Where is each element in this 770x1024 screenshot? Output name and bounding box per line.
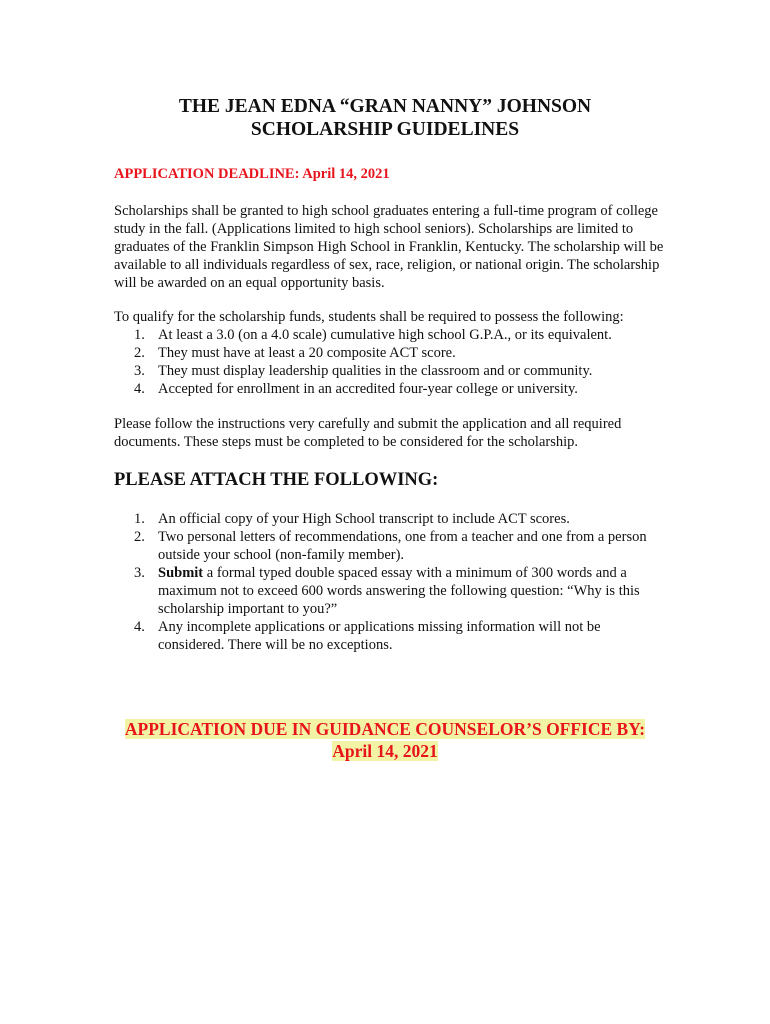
list-number: 3. — [134, 363, 145, 379]
list-item — [114, 344, 669, 362]
list-item — [114, 326, 669, 344]
list-item — [114, 362, 669, 380]
list-text: a formal typed double spaced essay with a minimum of 300 words and a maximum not to exceed 600 words answering the following question: “Why is this scholarship important to you?” — [158, 565, 640, 617]
list-text: Accepted for enrollment in an accredited four-year college or university. — [158, 381, 578, 397]
list-number: 3. — [134, 565, 145, 581]
list-number: 1. — [134, 511, 145, 527]
qualify-section — [114, 308, 669, 398]
list-text: Any incomplete applications or applications missing information will not be considered. There will be no exceptions. — [158, 619, 601, 653]
due-line-2: April 14, 2021 — [332, 741, 438, 761]
list-item — [114, 510, 659, 528]
list-number: 2. — [134, 529, 145, 545]
list-number: 2. — [134, 345, 145, 361]
document-title — [0, 95, 770, 141]
list-item — [114, 564, 659, 618]
list-text: At least a 3.0 (on a 4.0 scale) cumulative high school G.P.A., or its equivalent. — [158, 327, 612, 343]
list-number: 4. — [134, 619, 145, 635]
application-deadline: APPLICATION DEADLINE: April 14, 2021 — [114, 166, 390, 182]
attach-heading: PLEASE ATTACH THE FOLLOWING: — [114, 470, 439, 490]
list-text: They must have at least a 20 composite ACT score. — [158, 345, 456, 361]
list-text: They must display leadership qualities in the classroom and or community. — [158, 363, 593, 379]
list-bold-lead: Submit — [158, 565, 204, 581]
title-line-2: SCHOLARSHIP GUIDELINES — [250, 119, 520, 140]
due-notice — [0, 718, 770, 762]
due-line-1: APPLICATION DUE IN GUIDANCE COUNSELOR’S OFFICE BY: — [124, 719, 646, 739]
attach-section — [114, 510, 659, 654]
list-number: 1. — [134, 327, 145, 343]
list-text: Two personal letters of recommendations, one from a teacher and one from a person outside your school (non-family member). — [158, 529, 647, 563]
list-item — [114, 528, 659, 564]
attach-list — [114, 510, 659, 654]
intro-paragraph: Scholarships shall be granted to high school graduates entering a full-time program of college study in the fall. (Applications limited to high school seniors). Scholarships are limited to graduates of the Franklin Simpson High School in Franklin, Kentucky. The scholarship will be available to all individuals regardless of sex, race, religion, or national origin. The scholarship will be awarded on an equal opportunity basis. — [114, 203, 664, 291]
list-text: An official copy of your High School transcript to include ACT scores. — [158, 511, 570, 527]
list-item — [114, 380, 669, 398]
instructions-paragraph: Please follow the instructions very carefully and submit the application and all required documents. These steps must be completed to be considered for the scholarship. — [114, 416, 622, 450]
qualify-lead: To qualify for the scholarship funds, students shall be required to possess the following: — [114, 309, 624, 325]
qualify-list — [114, 326, 669, 398]
list-number: 4. — [134, 381, 145, 397]
list-item — [114, 618, 659, 654]
title-line-1: THE JEAN EDNA “GRAN NANNY” JOHNSON — [178, 96, 592, 117]
